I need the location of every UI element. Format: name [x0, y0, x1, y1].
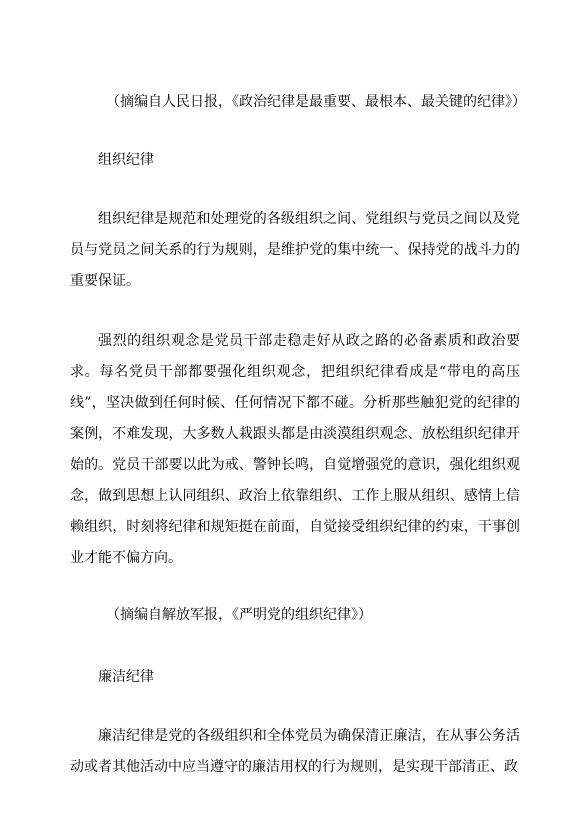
section-heading-organizational-discipline: 组织纪律 — [98, 152, 154, 168]
section-heading-integrity-discipline: 廉洁纪律 — [98, 669, 154, 685]
source-citation-people-daily: （摘编自人民日报，《政治纪律是最重要、最根本、最关键的纪律》） — [106, 94, 526, 110]
paragraph-organizational-discipline-definition: 组织纪律是规范和处理党的各级组织之间、党组织与党员之间以及党员与党员之间关系的行为规则，是维护党的集中统一、保持党的战斗力的重要保证。 — [70, 211, 520, 289]
paragraph-organizational-discipline-body: 强烈的组织观念是党员干部走稳走好从政之路的必备素质和政治要求。每名党员干部都要强化组织观念，把组织纪律看成是“带电的高压线”，坚决做到任何时候、任何情况下都不碰。分析那些触犯党的纪律的案例，不难发现，大多数人栽跟头都是由淡漠组织观念、放松组织纪律开始的。党员干部要以此为戒、警钟长鸣，自觉增强党的意识，强化组织观念，做到思想上认同组织、政治上依靠组织、工作上服从组织、感情上信赖组织，时刻将纪律和规矩挺在前面，自觉接受组织纪律的约束，干事创业才能不偏方向。 — [70, 333, 520, 566]
source-citation-pla-daily: （摘编自解放军报，《严明党的组织纪律》） — [106, 607, 372, 623]
paragraph-integrity-discipline-definition: 廉洁纪律是党的各级组织和全体党员为确保清正廉洁，在从事公务活动或者其他活动中应当遵守的廉洁用权的行为规则，是实现干部清正、政 — [70, 728, 520, 775]
